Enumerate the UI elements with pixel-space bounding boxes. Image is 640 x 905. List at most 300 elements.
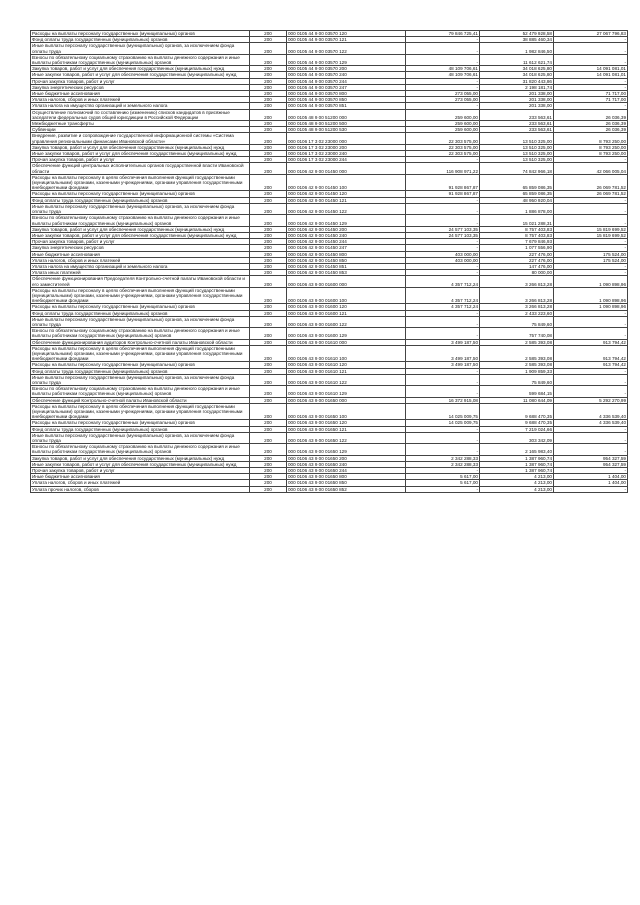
row-classification-cell: 000 0105 44 9 00 03570 240 — [287, 72, 406, 78]
row-unexecuted-cell: 15 819 699,52 — [554, 226, 628, 232]
table-row — [31, 133, 628, 144]
row-executed-cell: 201 338,00 — [480, 103, 554, 109]
row-executed-cell: 9 688 470,35 — [480, 420, 554, 426]
row-classification-cell: 000 0105 44 9 00 03570 850 — [287, 97, 406, 103]
row-classification-cell: 000 0106 43 9 00 01610 129 — [287, 386, 406, 397]
row-executed-cell: 8 757 403,83 — [480, 226, 554, 232]
row-code-cell: 200 — [250, 43, 287, 54]
row-classification-cell: 000 0105 48 9 00 51200 500 — [287, 121, 406, 127]
row-code-cell: 200 — [250, 66, 287, 72]
row-classification-cell: 000 0106 43 9 00 01610 000 — [287, 339, 406, 345]
row-name-cell: Иные выплаты персоналу государственных (муниципальных) органов, за исключением фонда оплаты труда — [31, 432, 250, 443]
row-unexecuted-cell: 26 036,39 — [554, 109, 628, 120]
row-name-cell: Расходы на выплаты персоналу государственных (муниципальных) органов — [31, 191, 250, 197]
row-code-cell: 200 — [250, 444, 287, 455]
row-unexecuted-cell: 8 793 250,00 — [554, 144, 628, 150]
table-row — [31, 109, 628, 120]
row-executed-cell: 52 479 928,58 — [480, 31, 554, 37]
row-name-cell: Закупка товаров, работ и услуг для обеспечения государственных (муниципальных) нужд — [31, 226, 250, 232]
row-name-cell: Уплата налога на имущество организаций и земельного налога — [31, 103, 250, 109]
row-executed-cell: 1 909 859,33 — [480, 368, 554, 374]
row-code-cell: 200 — [250, 455, 287, 461]
row-approved-cell: 5 617,00 — [406, 474, 480, 480]
row-unexecuted-cell: 27 067 796,83 — [554, 31, 628, 37]
row-classification-cell: 000 0106 43 9 00 01610 120 — [287, 362, 406, 368]
row-code-cell: 200 — [250, 54, 287, 65]
row-executed-cell: 1 886 878,00 — [480, 203, 554, 214]
row-approved-cell: - — [406, 486, 480, 492]
row-name-cell: Расходы на выплаты персоналу в целях обеспечения выполнения функций государственными (муниципальными) органами, казенными учреждениями, органами управления государственными внебюджетными фондами — [31, 287, 250, 304]
row-code-cell: 200 — [250, 174, 287, 191]
row-executed-cell: 11 612 621,74 — [480, 54, 554, 65]
row-classification-cell: 000 0106 43 9 00 01600 121 — [287, 310, 406, 316]
row-unexecuted-cell: - — [554, 328, 628, 339]
row-unexecuted-cell: 14 091 081,01 — [554, 66, 628, 72]
row-unexecuted-cell: 26 036,39 — [554, 121, 628, 127]
table-row — [31, 444, 628, 455]
row-name-cell: Фонд оплаты труда государственных (муниципальных) органов — [31, 368, 250, 374]
row-unexecuted-cell: 954 327,59 — [554, 455, 628, 461]
table-row — [31, 197, 628, 203]
table-row — [31, 339, 628, 345]
row-classification-cell: 000 0105 44 9 00 03570 244 — [287, 78, 406, 84]
row-code-cell: 200 — [250, 270, 287, 276]
row-code-cell: 200 — [250, 163, 287, 174]
row-name-cell: Закупка товаров, работ и услуг для обеспечения государственных (муниципальных) нужд — [31, 144, 250, 150]
row-classification-cell: 000 0106 42 9 00 01450 200 — [287, 226, 406, 232]
table-row — [31, 37, 628, 43]
row-name-cell: Иные бюджетные ассигнования — [31, 474, 250, 480]
table-row — [31, 345, 628, 362]
row-classification-cell: 000 0106 17 3 02 23000 244 — [287, 157, 406, 163]
row-name-cell: Иные выплаты персоналу государственных (муниципальных) органов, за исключением фонда оплаты труда — [31, 43, 250, 54]
row-name-cell: Обеспечение функционирования Председателя Контрольно-счетной палаты Ивановской области и его заместителей — [31, 276, 250, 287]
row-approved-cell: - — [406, 432, 480, 443]
table-row — [31, 386, 628, 397]
row-executed-cell: 65 859 086,35 — [480, 174, 554, 191]
row-name-cell: Взносы по обязательному социальному страхованию на выплаты денежного содержания и иные выплаты работникам государственных (муниципальных) органов — [31, 328, 250, 339]
row-approved-cell: 16 372 915,08 — [406, 397, 480, 403]
row-unexecuted-cell: - — [554, 263, 628, 269]
row-classification-cell: 000 0106 43 9 00 01650 800 — [287, 474, 406, 480]
row-name-cell: Расходы на выплаты персоналу в целях обеспечения выполнения функций государственными (муниципальными) органами, казенными учреждениями, органами управления государственными внебюджетными фондами — [31, 345, 250, 362]
row-code-cell: 200 — [250, 257, 287, 263]
row-classification-cell: 000 0105 44 9 00 03570 800 — [287, 91, 406, 97]
row-name-cell: Закупка товаров, работ и услуг для обеспечения государственных (муниципальных) нужд — [31, 66, 250, 72]
row-unexecuted-cell: 175 524,00 — [554, 251, 628, 257]
row-approved-cell: - — [406, 426, 480, 432]
row-executed-cell: 1 077 556,90 — [480, 245, 554, 251]
row-code-cell: 200 — [250, 403, 287, 420]
row-name-cell: Закупка товаров, работ и услуг для обеспечения государственных (муниципальных) нужд — [31, 455, 250, 461]
row-approved-cell: - — [406, 245, 480, 251]
row-code-cell: 200 — [250, 84, 287, 90]
table-row — [31, 362, 628, 368]
row-executed-cell: 599 684,15 — [480, 386, 554, 397]
row-code-cell: 200 — [250, 328, 287, 339]
row-code-cell: 200 — [250, 97, 287, 103]
row-unexecuted-cell: - — [554, 374, 628, 385]
row-unexecuted-cell: - — [554, 203, 628, 214]
row-classification-cell: 000 0105 44 9 00 03570 122 — [287, 43, 406, 54]
row-classification-cell: 000 0106 43 9 00 01650 122 — [287, 432, 406, 443]
row-unexecuted-cell: 14 091 081,01 — [554, 72, 628, 78]
row-name-cell: Иные бюджетные ассигнования — [31, 91, 250, 97]
row-classification-cell: 000 0106 43 9 00 01610 121 — [287, 368, 406, 374]
row-unexecuted-cell: - — [554, 54, 628, 65]
row-classification-cell: 000 0106 42 9 00 01450 129 — [287, 215, 406, 226]
row-code-cell: 200 — [250, 316, 287, 327]
row-code-cell: 200 — [250, 109, 287, 120]
row-code-cell: 200 — [250, 215, 287, 226]
row-code-cell: 200 — [250, 461, 287, 467]
table-row — [31, 72, 628, 78]
row-code-cell: 200 — [250, 121, 287, 127]
row-executed-cell: 3 266 813,28 — [480, 276, 554, 287]
row-approved-cell: - — [406, 328, 480, 339]
row-executed-cell: 4 213,00 — [480, 486, 554, 492]
row-classification-cell: 000 0106 42 9 00 01450 240 — [287, 232, 406, 238]
row-code-cell: 200 — [250, 239, 287, 245]
row-approved-cell: - — [406, 215, 480, 226]
row-name-cell: Обеспечение функций центральных исполнительных органов государственной власти Ивановской области — [31, 163, 250, 174]
row-executed-cell: 1 387 960,74 — [480, 461, 554, 467]
row-code-cell: 200 — [250, 157, 287, 163]
row-executed-cell: 3 266 813,28 — [480, 287, 554, 304]
row-code-cell: 200 — [250, 432, 287, 443]
row-executed-cell: 15 021 288,31 — [480, 215, 554, 226]
row-classification-cell: 000 0106 43 9 00 01650 100 — [287, 403, 406, 420]
row-unexecuted-cell: 4 336 539,40 — [554, 403, 628, 420]
row-unexecuted-cell: 954 327,59 — [554, 461, 628, 467]
row-executed-cell: 7 219 024,66 — [480, 426, 554, 432]
row-approved-cell: 403 000,00 — [406, 251, 480, 257]
row-approved-cell: - — [406, 239, 480, 245]
row-classification-cell: 000 0106 42 9 00 01450 247 — [287, 245, 406, 251]
row-name-cell: Прочая закупка товаров, работ и услуг — [31, 157, 250, 163]
row-approved-cell: 91 928 867,87 — [406, 174, 480, 191]
row-classification-cell: 000 0106 42 9 00 01450 122 — [287, 203, 406, 214]
row-executed-cell: 2 198 181,74 — [480, 84, 554, 90]
row-approved-cell: 4 357 712,24 — [406, 304, 480, 310]
row-name-cell: Закупка энергетических ресурсов — [31, 84, 250, 90]
row-executed-cell: 233 563,61 — [480, 127, 554, 133]
row-unexecuted-cell: 4 336 539,40 — [554, 420, 628, 426]
row-unexecuted-cell: - — [554, 197, 628, 203]
row-name-cell: Иные бюджетные ассигнования — [31, 251, 250, 257]
row-approved-cell: - — [406, 197, 480, 203]
row-name-cell: Прочая закупка товаров, работ и услуг — [31, 468, 250, 474]
row-executed-cell: 1 982 846,50 — [480, 43, 554, 54]
row-executed-cell: 757 740,08 — [480, 328, 554, 339]
row-unexecuted-cell: - — [554, 310, 628, 316]
row-approved-cell: - — [406, 84, 480, 90]
row-classification-cell: 000 0105 48 9 00 51200 530 — [287, 127, 406, 133]
row-code-cell: 200 — [250, 480, 287, 486]
row-classification-cell: 000 0106 43 9 00 01650 244 — [287, 468, 406, 474]
table-row — [31, 276, 628, 287]
row-unexecuted-cell: - — [554, 486, 628, 492]
row-executed-cell: 2 433 223,60 — [480, 310, 554, 316]
row-name-cell: Иные выплаты персоналу государственных (муниципальных) органов, за исключением фонда оплаты труда — [31, 203, 250, 214]
row-code-cell: 200 — [250, 304, 287, 310]
row-unexecuted-cell: 8 793 250,00 — [554, 151, 628, 157]
row-unexecuted-cell: 26 069 781,52 — [554, 174, 628, 191]
table-row — [31, 397, 628, 403]
row-name-cell: Прочая закупка товаров, работ и услуг — [31, 78, 250, 84]
table-row — [31, 54, 628, 65]
row-executed-cell: 201 338,00 — [480, 97, 554, 103]
row-approved-cell: 273 055,00 — [406, 97, 480, 103]
row-name-cell: Уплата налога на имущество организаций и земельного налога — [31, 263, 250, 269]
row-unexecuted-cell: 913 794,42 — [554, 345, 628, 362]
row-code-cell: 200 — [250, 245, 287, 251]
row-classification-cell: 000 0106 43 9 00 01600 000 — [287, 276, 406, 287]
row-approved-cell: - — [406, 37, 480, 43]
row-classification-cell: 000 0106 42 9 00 01450 121 — [287, 197, 406, 203]
row-executed-cell: 38 885 460,34 — [480, 37, 554, 43]
row-name-cell: Иные закупки товаров, работ и услуг для обеспечения государственных (муниципальных) нужд — [31, 232, 250, 238]
row-approved-cell: - — [406, 368, 480, 374]
table-row — [31, 310, 628, 316]
row-name-cell: Субвенции — [31, 127, 250, 133]
row-name-cell: Иные закупки товаров, работ и услуг для обеспечения государственных (муниципальных) нужд — [31, 461, 250, 467]
row-classification-cell: 000 0106 43 9 00 01650 240 — [287, 461, 406, 467]
row-approved-cell: 48 109 706,61 — [406, 72, 480, 78]
row-classification-cell: 000 0105 44 9 00 03570 247 — [287, 84, 406, 90]
row-name-cell: Расходы на выплаты персоналу в целях обеспечения выполнения функций государственными (муниципальными) органами, казенными учреждениями, органами управления государственными внебюджетными фондами — [31, 403, 250, 420]
row-name-cell: Уплата налогов, сборов и иных платежей — [31, 480, 250, 486]
row-approved-cell: 3 499 187,50 — [406, 362, 480, 368]
row-unexecuted-cell: - — [554, 316, 628, 327]
table-row — [31, 368, 628, 374]
table-row — [31, 420, 628, 426]
table-row — [31, 226, 628, 232]
row-unexecuted-cell: 1 404,00 — [554, 480, 628, 486]
row-code-cell: 200 — [250, 151, 287, 157]
row-classification-cell: 000 0106 43 9 00 01600 122 — [287, 316, 406, 327]
table-row — [31, 144, 628, 150]
row-executed-cell: 80 000,00 — [480, 270, 554, 276]
row-classification-cell: 000 0106 43 9 00 01600 129 — [287, 328, 406, 339]
row-unexecuted-cell: - — [554, 426, 628, 432]
row-name-cell: Уплата налогов, сборов и иных платежей — [31, 257, 250, 263]
row-code-cell: 200 — [250, 191, 287, 197]
row-code-cell: 200 — [250, 420, 287, 426]
row-unexecuted-cell: 26 069 781,52 — [554, 191, 628, 197]
row-classification-cell: 000 0106 43 9 00 01600 100 — [287, 287, 406, 304]
row-classification-cell: 000 0105 44 9 00 03570 120 — [287, 31, 406, 37]
table-row — [31, 480, 628, 486]
row-code-cell: 200 — [250, 374, 287, 385]
table-row — [31, 43, 628, 54]
row-name-cell: Фонд оплаты труда государственных (муниципальных) органов — [31, 426, 250, 432]
row-unexecuted-cell: 5 292 270,99 — [554, 397, 628, 403]
row-executed-cell: 227 476,00 — [480, 257, 554, 263]
row-code-cell: 200 — [250, 426, 287, 432]
table-row — [31, 232, 628, 238]
row-name-cell: Фонд оплаты труда государственных (муниципальных) органов — [31, 197, 250, 203]
row-executed-cell: 2 585 393,08 — [480, 362, 554, 368]
row-approved-cell: - — [406, 468, 480, 474]
row-approved-cell: 3 499 187,50 — [406, 345, 480, 362]
row-classification-cell: 000 0106 43 9 00 01650 120 — [287, 420, 406, 426]
row-code-cell: 200 — [250, 468, 287, 474]
row-unexecuted-cell: 913 794,42 — [554, 362, 628, 368]
row-executed-cell: 2 585 393,08 — [480, 345, 554, 362]
row-approved-cell: - — [406, 43, 480, 54]
table-row — [31, 215, 628, 226]
row-name-cell: Фонд оплаты труда государственных (муниципальных) органов — [31, 310, 250, 316]
row-approved-cell: 259 600,00 — [406, 121, 480, 127]
row-classification-cell: 000 0106 43 9 00 01610 100 — [287, 345, 406, 362]
row-code-cell: 200 — [250, 232, 287, 238]
row-executed-cell: 9 688 470,35 — [480, 403, 554, 420]
row-unexecuted-cell: - — [554, 468, 628, 474]
row-code-cell: 200 — [250, 310, 287, 316]
row-name-cell: Межбюджетные трансферты — [31, 121, 250, 127]
row-code-cell: 200 — [250, 37, 287, 43]
row-code-cell: 200 — [250, 276, 287, 287]
row-approved-cell: - — [406, 374, 480, 385]
row-executed-cell: 8 757 403,83 — [480, 232, 554, 238]
row-executed-cell: 2 585 393,08 — [480, 339, 554, 345]
row-unexecuted-cell: 15 819 699,52 — [554, 232, 628, 238]
row-code-cell: 200 — [250, 31, 287, 37]
row-code-cell: 200 — [250, 103, 287, 109]
row-classification-cell: 000 0106 42 9 00 01450 244 — [287, 239, 406, 245]
row-unexecuted-cell: - — [554, 239, 628, 245]
row-classification-cell: 000 0106 42 9 00 01450 100 — [287, 174, 406, 191]
row-unexecuted-cell: 1 090 898,96 — [554, 287, 628, 304]
row-approved-cell: 2 342 288,33 — [406, 455, 480, 461]
table-body — [31, 31, 628, 493]
table-row — [31, 257, 628, 263]
row-name-cell: Внедрение, развитие и сопровождение государственной информационной системы «Система управления региональными финансами Ивановской области» — [31, 133, 250, 144]
row-classification-cell: 000 0105 44 9 00 03570 851 — [287, 103, 406, 109]
row-name-cell: Уплата иных платежей — [31, 270, 250, 276]
row-classification-cell: 000 0105 44 9 00 03570 200 — [287, 66, 406, 72]
row-unexecuted-cell: 175 524,00 — [554, 257, 628, 263]
row-executed-cell: 233 563,61 — [480, 121, 554, 127]
row-executed-cell: 11 080 644,09 — [480, 397, 554, 403]
row-code-cell: 200 — [250, 386, 287, 397]
table-row — [31, 66, 628, 72]
row-code-cell: 200 — [250, 397, 287, 403]
row-code-cell: 200 — [250, 263, 287, 269]
row-unexecuted-cell: - — [554, 78, 628, 84]
row-executed-cell: 13 510 325,00 — [480, 144, 554, 150]
row-approved-cell: 14 025 009,75 — [406, 420, 480, 426]
row-code-cell: 200 — [250, 203, 287, 214]
row-name-cell: Взносы по обязательному социальному страхованию на выплаты денежного содержания и иные выплаты работникам государственных (муниципальных) органов — [31, 444, 250, 455]
row-executed-cell: 75 849,60 — [480, 374, 554, 385]
row-unexecuted-cell: 8 793 250,00 — [554, 133, 628, 144]
row-classification-cell: 000 0106 17 3 02 23000 240 — [287, 151, 406, 157]
row-code-cell: 200 — [250, 78, 287, 84]
row-approved-cell: 4 357 712,24 — [406, 276, 480, 287]
row-unexecuted-cell: - — [554, 215, 628, 226]
row-executed-cell: 1 387 960,74 — [480, 468, 554, 474]
row-approved-cell: 259 600,00 — [406, 127, 480, 133]
table-row — [31, 151, 628, 157]
row-approved-cell: 116 908 971,22 — [406, 163, 480, 174]
row-executed-cell: 1 387 960,74 — [480, 455, 554, 461]
row-name-cell: Осуществление полномочий по составлению (изменению) списков кандидатов в присяжные заседатели федеральных судов общей юрисдикции в Российской Федерации — [31, 109, 250, 120]
row-approved-cell: - — [406, 316, 480, 327]
row-name-cell: Расходы на выплаты персоналу в целях обеспечения выполнения функций государственными (муниципальными) органами, казенными учреждениями, органами управления государственными внебюджетными фондами — [31, 174, 250, 191]
row-classification-cell: 000 0106 43 9 00 01650 200 — [287, 455, 406, 461]
row-code-cell: 200 — [250, 197, 287, 203]
table-row — [31, 328, 628, 339]
row-classification-cell: 000 0105 44 9 00 03570 121 — [287, 37, 406, 43]
row-classification-cell: 000 0105 48 9 00 51200 000 — [287, 109, 406, 120]
row-approved-cell: 22 303 575,00 — [406, 151, 480, 157]
row-unexecuted-cell: 42 066 005,04 — [554, 163, 628, 174]
row-unexecuted-cell: - — [554, 245, 628, 251]
row-code-cell: 200 — [250, 226, 287, 232]
table-row — [31, 191, 628, 197]
row-approved-cell: 79 846 725,41 — [406, 31, 480, 37]
row-executed-cell: 34 018 625,80 — [480, 66, 554, 72]
row-name-cell: Взносы по обязательному социальному страхованию на выплаты денежного содержания и иные выплаты работникам государственных (муниципальных) органов — [31, 54, 250, 65]
row-approved-cell: 22 303 575,00 — [406, 133, 480, 144]
table-row — [31, 461, 628, 467]
row-approved-cell: - — [406, 157, 480, 163]
row-name-cell: Уплата прочих налогов, сборов — [31, 486, 250, 492]
row-approved-cell: - — [406, 78, 480, 84]
row-code-cell: 200 — [250, 251, 287, 257]
row-classification-cell: 000 0106 43 9 00 01650 000 — [287, 397, 406, 403]
row-approved-cell: 5 617,00 — [406, 480, 480, 486]
row-executed-cell: 147 476,00 — [480, 263, 554, 269]
row-executed-cell: 227 476,00 — [480, 251, 554, 257]
row-executed-cell: 3 266 813,28 — [480, 304, 554, 310]
row-unexecuted-cell: 1 090 898,96 — [554, 276, 628, 287]
table-row — [31, 486, 628, 492]
row-approved-cell: 24 577 103,35 — [406, 226, 480, 232]
row-code-cell: 200 — [250, 133, 287, 144]
row-name-cell: Расходы на выплаты персоналу государственных (муниципальных) органов — [31, 31, 250, 37]
row-code-cell: 200 — [250, 287, 287, 304]
row-approved-cell: 2 342 288,33 — [406, 461, 480, 467]
row-name-cell: Расходы на выплаты персоналу государственных (муниципальных) органов — [31, 420, 250, 426]
row-classification-cell: 000 0106 42 9 00 01450 000 — [287, 163, 406, 174]
row-approved-cell: 403 000,00 — [406, 257, 480, 263]
row-approved-cell: 22 303 575,00 — [406, 144, 480, 150]
row-unexecuted-cell: 913 794,42 — [554, 339, 628, 345]
row-classification-cell: 000 0106 43 9 00 01650 121 — [287, 426, 406, 432]
row-classification-cell: 000 0106 42 9 00 01450 850 — [287, 257, 406, 263]
row-approved-cell: 259 600,00 — [406, 109, 480, 120]
row-code-cell: 200 — [250, 91, 287, 97]
budget-execution-table — [30, 30, 628, 493]
row-executed-cell: 13 510 325,00 — [480, 157, 554, 163]
row-classification-cell: 000 0106 43 9 00 01650 129 — [287, 444, 406, 455]
row-classification-cell: 000 0106 42 9 00 01450 120 — [287, 191, 406, 197]
table-row — [31, 163, 628, 174]
row-approved-cell: 14 025 009,75 — [406, 403, 480, 420]
row-unexecuted-cell: - — [554, 43, 628, 54]
row-name-cell: Иные выплаты персоналу государственных (муниципальных) органов, за исключением фонда оплаты труда — [31, 374, 250, 385]
row-unexecuted-cell: 71 717,00 — [554, 97, 628, 103]
row-approved-cell: - — [406, 386, 480, 397]
row-unexecuted-cell: 1 404,00 — [554, 474, 628, 480]
row-executed-cell: 34 018 625,80 — [480, 72, 554, 78]
row-executed-cell: 4 213,00 — [480, 474, 554, 480]
row-code-cell: 200 — [250, 127, 287, 133]
table-row — [31, 174, 628, 191]
